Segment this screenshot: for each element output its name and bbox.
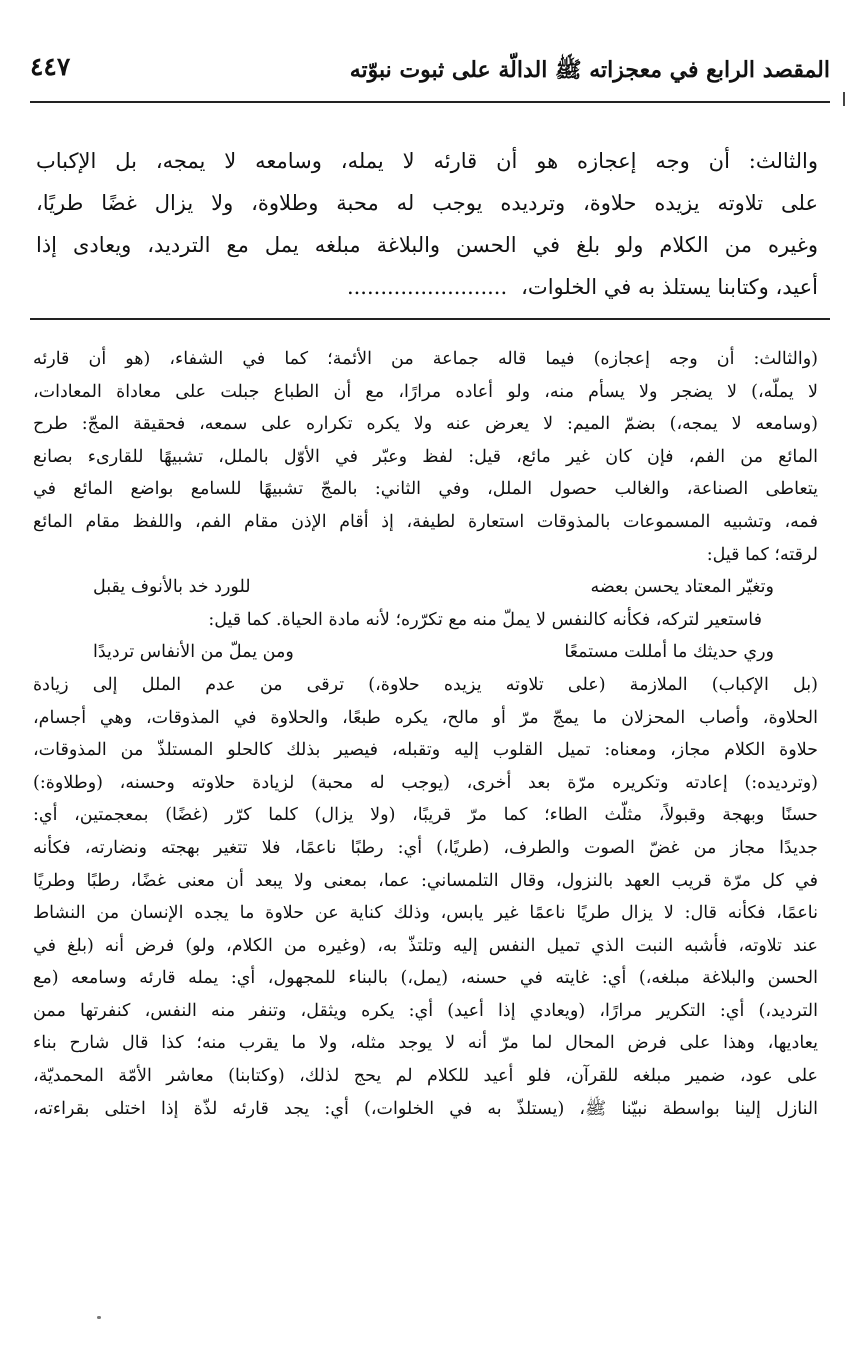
commentary-line: يتعاطى الصناعة، والغالب حصول الملل، وفي الثاني: بالمجّ تشبيهًا للسامع بواضع المائع في: [33, 479, 818, 500]
margin-mark: [843, 92, 845, 106]
commentary-line: النازل إلينا بواسطة نبيّنا ﷺ، (يستلذّ به في الخلوات،) أي: يجد قارئه لذّة إذا اختلى بقراءته،: [33, 1098, 818, 1119]
page-header: [30, 52, 830, 98]
main-text-line-words: أعيد، وكتابنا يستلذ به في الخلوات،: [521, 275, 818, 299]
commentary-line: الحلاوة، وأصاب المحزلان ما يمجّ مرّ أو مالح، يكره طبعًا، والحلاوة في المذوقات، وهي أجسام،: [33, 707, 818, 728]
verse-hemistich-first: وتغيّر المعتاد يحسن بعضه: [590, 577, 774, 598]
commentary-line: (وسامعه لا يمجه،) بضمّ الميم: لا يعرض عنه ولا يكره تكراره على سمعه، فحقيقة المجّ: طرح: [33, 414, 818, 435]
main-text-line: وغيره من الكلام ولو بلغ في الحسن والبلاغة مبلغه يمل مع الترديد، ويعادى إذا: [36, 233, 818, 257]
commentary-line: (بل الإكباب) الملازمة (على تلاوته يزيده حلاوة،) ترقى من عدم الملل إلى زيادة: [33, 674, 818, 695]
commentary-line: عند تلاوته، فأشبه النبت الذي تميل النفس إليه وتلتذّ به، (وغيره من الكلام، ولو) فرض أنه (بلغ في: [33, 935, 818, 956]
running-title: المقصد الرابع في معجزاته ﷺ الدالّة على ثبوت نبوّته: [349, 57, 830, 83]
commentary-text: [33, 343, 818, 1125]
commentary-line: (والثالث: أن وجه إعجازه) فيما قاله جماعة من الأئمة؛ كما في الشفاء، (هو أن قارئه: [33, 349, 818, 369]
verse-hemistich-second: ومن يملّ من الأنفاس ترديدًا: [93, 642, 294, 663]
commentary-line: حسنًا وبهجة وقبولاً، مثلّث الطاء؛ كما مرّ قريبًا، (ولا يزال) كلما كرّر (غضًا) بمعجمتين، أي:: [33, 805, 818, 826]
main-text: [36, 140, 818, 308]
commentary-line: المائع من الفم، فإن كان غير مائع، قيل: لفظ وعبّر في الأوّل بالملل، تشبيهًا للقارىء بصانع: [33, 446, 818, 467]
section-divider: [30, 318, 830, 320]
commentary-line: يعاديها، وهذا على فرض المحال لما مرّ أنه لا يوجد مثله، ولا ما يقرب منه؛ كذا قال شارح بناء: [33, 1033, 818, 1054]
commentary-line: فاستعير لتركه، فكأنه كالنفس لا يملّ منه مع تكرّره؛ لأنه مادة الحياة. كما قيل:: [208, 609, 762, 630]
main-text-line: على تلاوته يزيده حلاوة، وترديده يوجب له محبة وطلاوة، ولا يزال غضًا طريًا،: [36, 191, 818, 215]
commentary-line: لا يملّه،) لا يضجر ولا يسأم منه، ولو أعاده مرارًا، مع أن الطباع جبلت على معاداة المعادات،: [33, 381, 818, 402]
scan-speck: [97, 1316, 101, 1319]
verse-hemistich-first: وري حديثك ما أمللت مستمعًا: [564, 642, 774, 663]
header-rule: [30, 101, 830, 103]
commentary-line: ناعمًا، فكأنه قال: لا يزال طريًا ناعمًا غير يابس، وذلك كناية عن حلاوة ما يجده الإنسان من النشاط: [33, 903, 818, 924]
page-number: ٤٤٧: [30, 52, 71, 81]
commentary-line: (وترديده:) إعادته وتكريره مرّة بعد أخرى، (يوجب له محبة) لزيادة حلاوته وحسنه، (وطلاوة:): [33, 772, 818, 793]
commentary-line: الحسن والبلاغة مبلغه،) أي: غايته في حسنه، (يمل،) بالبناء للمجهول، أي: يمله قارئه وسامعه (مع: [33, 968, 818, 989]
verse-hemistich-second: للورد خد بالأنوف يقبل: [93, 577, 251, 598]
commentary-line: حلاوة الكلام مجاز، ومعناه: تميل القلوب إليه وتقبله، فيصير بذلك كالحلو المستلذّ من المذوقات،: [33, 740, 818, 761]
main-text-line: [36, 266, 818, 308]
commentary-line: جديدًا مجاز من غضّ الصوت والطرف، (طريًا،) أي: رطبًا ناعمًا، فلا تتغير بهجته ونضارته، فكأنه: [33, 837, 818, 858]
commentary-line: الترديد،) أي: التكرير مرارًا، (ويعادي إذا أعيد) أي: يكره ويثقل، وتنفر منه النفس، كنفرتها ممن: [33, 1000, 818, 1021]
poetry-verse: [33, 636, 818, 669]
commentary-line: في كل مرّة قريب العهد بالنزول، وقال التلمساني: عما، بمعنى ولا يبعد أن معنى غضًا، رطبًا وطريًا: [33, 870, 818, 891]
commentary-line: على عود، ضمير مبلغه للقرآن، فلو أعيد للكلام لم يحج لذلك، (وكتابنا) معاشر الأمّة المحمديّة،: [33, 1066, 818, 1087]
poetry-verse: [33, 571, 818, 604]
continuation-dots: ........................: [346, 275, 508, 299]
commentary-line: فمه، وتشبيه المسموعات بالمذوقات استعارة لطيفة، إذ أقام الإذن مقام الفم، واللفظ مقام المائع: [33, 511, 818, 532]
main-text-line: والثالث: أن وجه إعجازه هو أن قارئه لا يمله، وسامعه لا يمجه، بل الإكباب: [36, 149, 818, 173]
commentary-line: لرقته؛ كما قيل:: [706, 544, 818, 565]
